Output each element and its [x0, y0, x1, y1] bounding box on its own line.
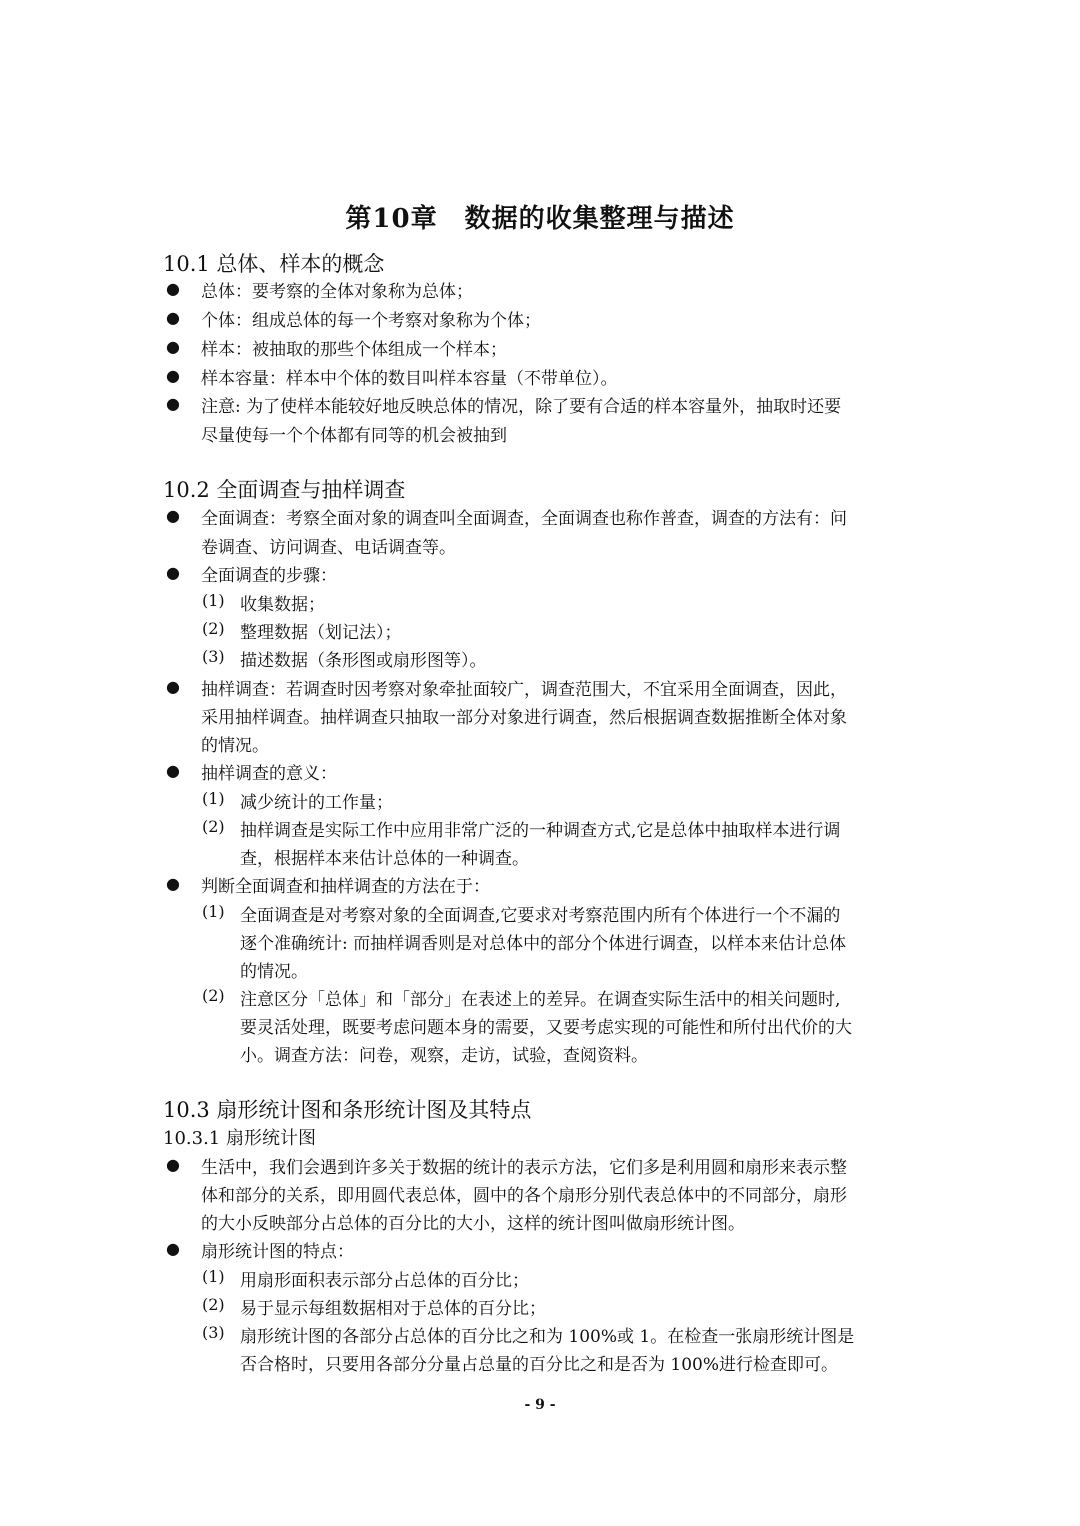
step-text-continuation: 的情况。 — [240, 962, 308, 982]
bullet-icon: ● — [166, 506, 180, 525]
list-item-continuation: 卷调查、访问调查、电话调查等。 — [201, 538, 456, 558]
bullet-icon: ● — [166, 394, 180, 413]
bullet-icon: ● — [166, 563, 180, 582]
list-item: 抽样调查的意义： — [201, 764, 337, 784]
section-heading-10-1: 10.1 总体、样本的概念 — [163, 252, 385, 276]
step-text: 全面调查是对考察对象的全面调查,它要求对考察范围内所有个体进行一个不漏的 — [240, 906, 841, 926]
list-item: 抽样调查：若调查时因考察对象牵扯面较广，调查范围大，不宜采用全面调查，因此， — [201, 680, 847, 700]
list-item: 总体：要考察的全体对象称为总体； — [201, 282, 473, 302]
step-number: (3) — [202, 1323, 225, 1342]
list-item: 样本容量：样本中个体的数目叫样本容量（不带单位）。 — [201, 369, 618, 389]
list-item-continuation: 的大小反映部分占总体的百分比的大小，这样的统计图叫做扇形统计图。 — [201, 1214, 745, 1234]
step-number: (3) — [202, 647, 225, 666]
step-number: (1) — [202, 1267, 225, 1286]
step-text-continuation: 查，根据样本来估计总体的一种调查。 — [240, 849, 529, 869]
subsection-heading-10-3-1: 10.3.1 扇形统计图 — [163, 1128, 316, 1149]
list-item: 样本：被抽取的那些个体组成一个样本； — [201, 340, 507, 360]
step-text: 收集数据； — [240, 595, 325, 615]
step-text: 扇形统计图的各部分占总体的百分比之和为 100%或 1。在检查一张扇形统计图是 — [240, 1327, 855, 1347]
step-text-continuation: 否合格时，只要用各部分分量占总量的百分比之和是否为 100%进行检查即可。 — [240, 1355, 839, 1375]
list-item-continuation: 采用抽样调查。抽样调查只抽取一部分对象进行调查，然后根据调查数据推断全体对象 — [201, 708, 847, 728]
bullet-icon: ● — [166, 308, 180, 327]
bullet-icon: ● — [166, 1239, 180, 1258]
step-text: 注意区分「总体」和「部分」在表述上的差异。在调查实际生活中的相关问题时, — [240, 990, 841, 1010]
list-item: 扇形统计图的特点： — [201, 1242, 354, 1262]
page-number: - 9 - — [524, 1397, 556, 1413]
step-number: (2) — [202, 619, 225, 638]
step-number: (1) — [202, 591, 225, 610]
bullet-icon: ● — [166, 761, 180, 780]
step-text: 整理数据（划记法）； — [240, 623, 402, 643]
step-text-continuation: 要灵活处理，既要考虑问题本身的需要，又要考虑实现的可能性和所付出代价的大 — [240, 1018, 852, 1038]
list-item: 判断全面调查和抽样调查的方法在于： — [201, 877, 490, 897]
section-heading-10-3: 10.3 扇形统计图和条形统计图及其特点 — [163, 1098, 532, 1122]
list-item: 个体：组成总体的每一个考察对象称为个体； — [201, 311, 541, 331]
step-text: 减少统计的工作量； — [240, 793, 393, 813]
step-text: 描述数据（条形图或扇形图等）。 — [240, 651, 487, 671]
bullet-icon: ● — [166, 1155, 180, 1174]
bullet-icon: ● — [166, 677, 180, 696]
step-number: (1) — [202, 789, 225, 808]
list-item-continuation: 的情况。 — [201, 736, 269, 756]
section-heading-10-2: 10.2 全面调查与抽样调查 — [163, 478, 406, 502]
step-text-continuation: 逐个准确统计: 而抽样调香则是对总体中的部分个体进行调查，以样本来估计总体 — [240, 934, 847, 954]
step-number: (2) — [202, 1295, 225, 1314]
step-text: 易于显示每组数据相对于总体的百分比； — [240, 1299, 546, 1319]
step-number: (2) — [202, 986, 225, 1005]
step-text: 用扇形面积表示部分占总体的百分比； — [240, 1271, 529, 1291]
bullet-icon: ● — [166, 279, 180, 298]
step-text: 抽样调查是实际工作中应用非常广泛的一种调查方式,它是总体中抽取样本进行调 — [240, 821, 841, 841]
chapter-title: 第10章 数据的收集整理与描述 — [345, 204, 735, 234]
list-item: 生活中，我们会遇到许多关于数据的统计的表示方法，它们多是利用圆和扇形来表示整 — [201, 1158, 847, 1178]
bullet-icon: ● — [166, 874, 180, 893]
list-item: 注意: 为了使样本能较好地反映总体的情况，除了要有合适的样本容量外，抽取时还要 — [201, 397, 842, 417]
step-text-continuation: 小。调查方法：问卷，观察，走访，试验，查阅资料。 — [240, 1046, 648, 1066]
step-number: (1) — [202, 902, 225, 921]
bullet-icon: ● — [166, 366, 180, 385]
list-item: 全面调查：考察全面对象的调查叫全面调查，全面调查也称作普查，调查的方法有：问 — [201, 509, 847, 529]
step-number: (2) — [202, 817, 225, 836]
list-item-continuation: 体和部分的关系，即用圆代表总体，圆中的各个扇形分别代表总体中的不同部分，扇形 — [201, 1186, 847, 1206]
list-item-continuation: 尽量使每一个个体都有同等的机会被抽到 — [201, 426, 507, 446]
bullet-icon: ● — [166, 337, 180, 356]
list-item: 全面调查的步骤： — [201, 566, 337, 586]
